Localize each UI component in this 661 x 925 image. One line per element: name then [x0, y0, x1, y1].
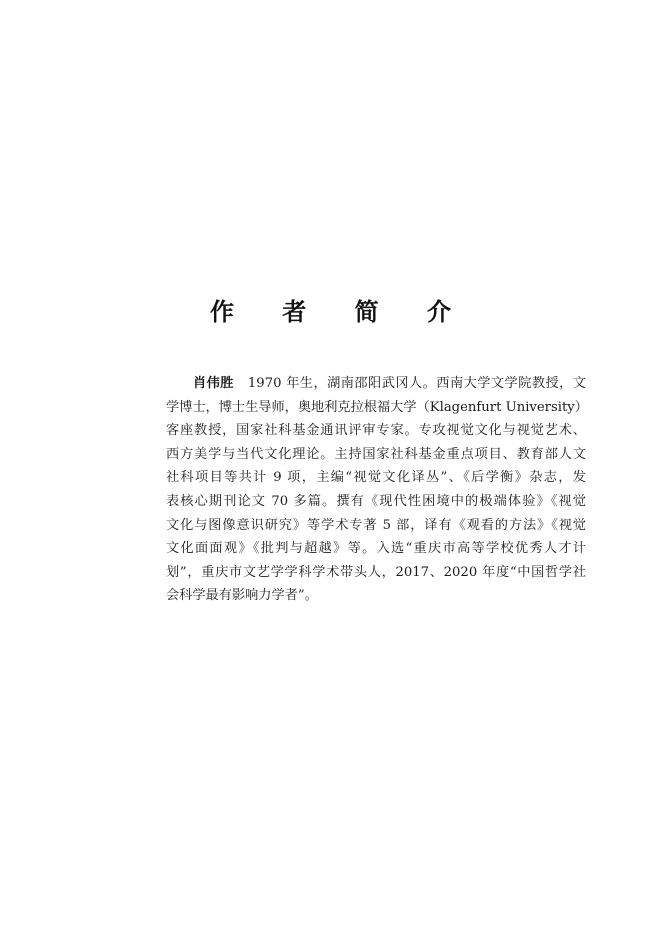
- page-title: 作 者 简 介: [209, 298, 472, 326]
- bio-line: [166, 372, 586, 396]
- bio-line: 会科学最有影响力学者”。: [166, 588, 318, 604]
- bio-line: 划”，重庆市文艺学学科学术带头人，2017、2020 年度“中国哲学社: [166, 564, 586, 580]
- author-name: 肖伟胜: [193, 376, 234, 391]
- bio-line: 文化与图像意识研究》等学术专著 5 部，译有《观看的方法》《视觉: [166, 517, 586, 533]
- bio-line: 社科项目等共计 9 项，主编“视觉文化译丛”、《后学衡》杂志，发: [166, 470, 586, 486]
- author-bio: [166, 372, 586, 608]
- bio-line-text: 1970 年生，湖南邵阳武冈人。西南大学文学院教授，文: [247, 376, 586, 391]
- bio-line: 西方美学与当代文化理论。主持国家社科基金重点项目、教育部人文: [166, 446, 586, 462]
- bio-line: 学博士，博士生导师，奥地利克拉根福大学（Klagenfurt University）: [166, 399, 588, 415]
- bio-line: 客座教授，国家社科基金通讯评审专家。专攻视觉文化与视觉艺术、: [166, 423, 586, 439]
- bio-line: 表核心期刊论文 70 多篇。撰有《现代性困境中的极端体验》《视觉: [166, 493, 586, 509]
- bio-line: 文化面面观》《批判与超越》等。入选“重庆市高等学校优秀人才计: [166, 541, 586, 557]
